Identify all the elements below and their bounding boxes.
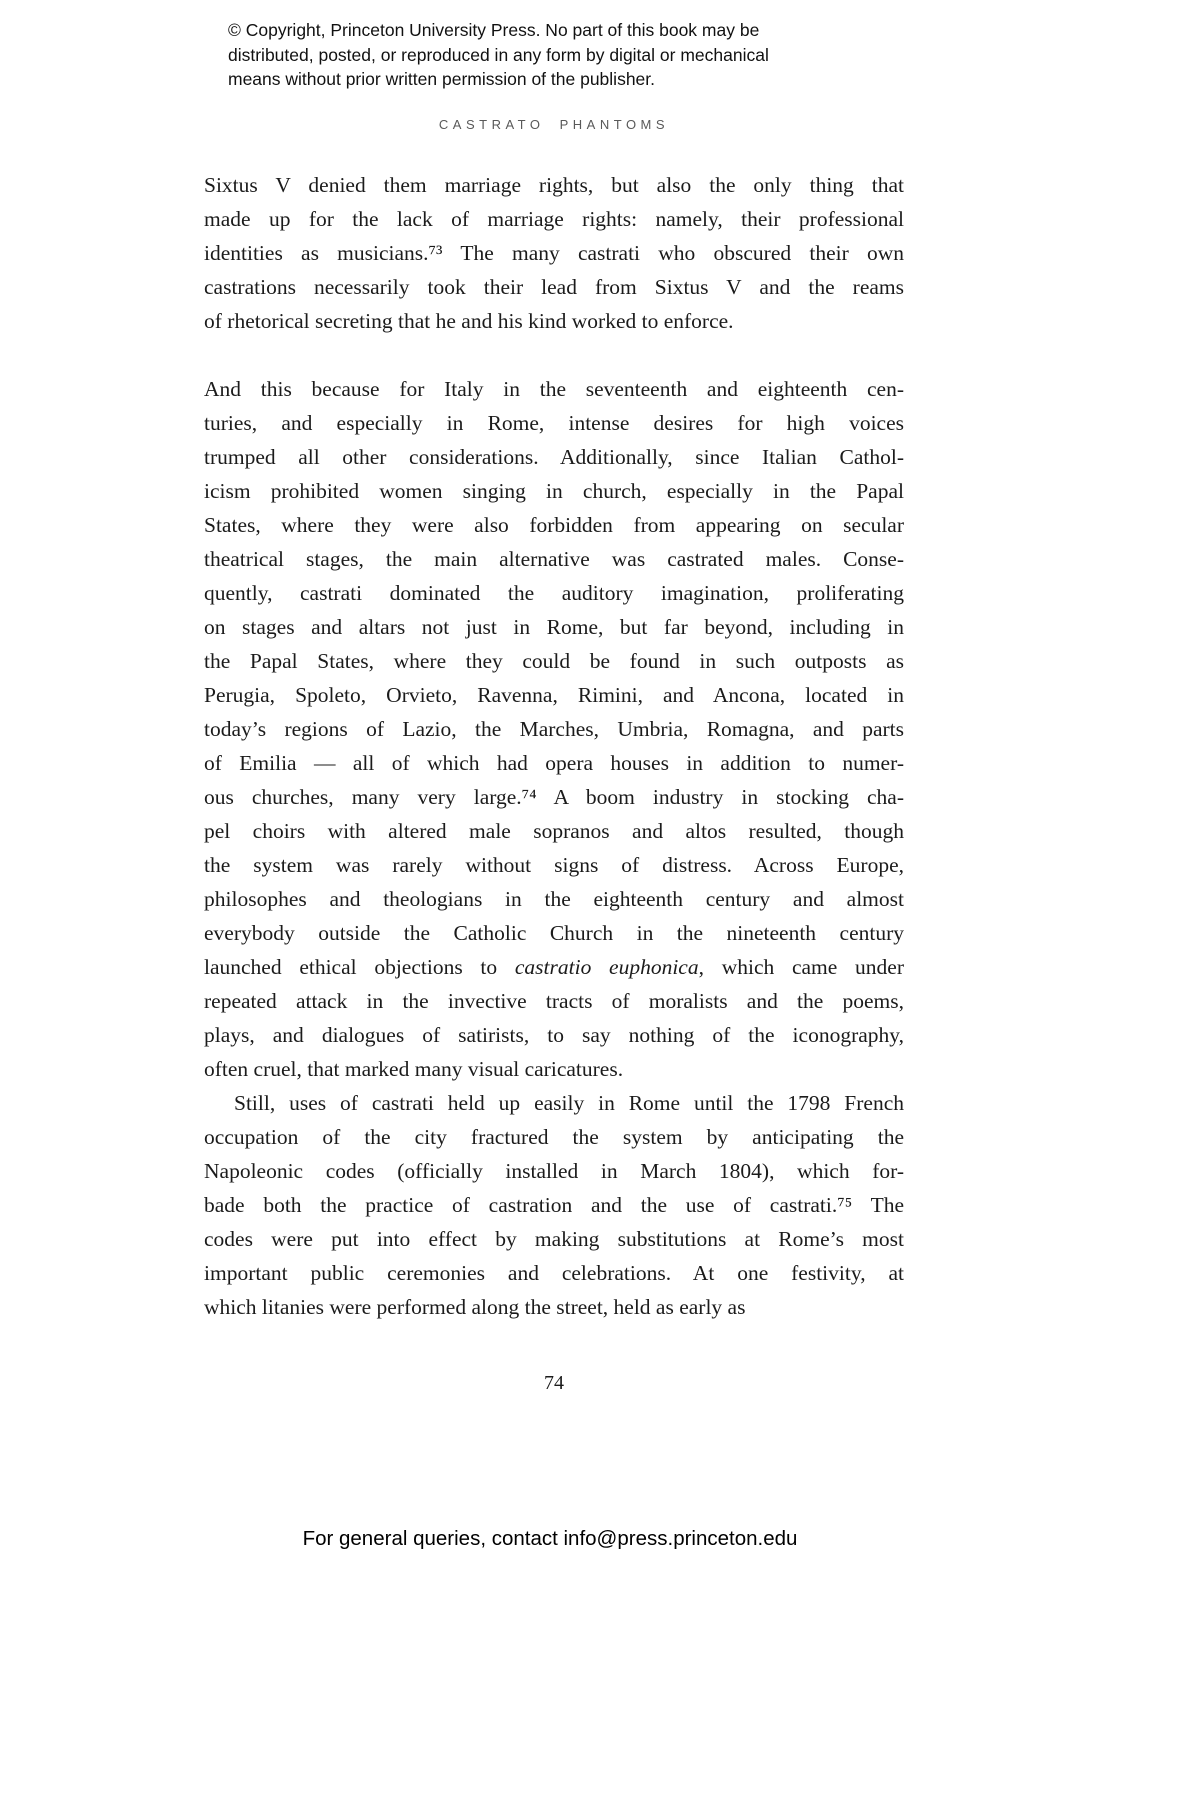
text-line: pel choirs with altered male sopranos and altos resulted, though xyxy=(204,819,904,843)
text-line: And this because for Italy in the seventeenth and eighteenth cen- xyxy=(204,377,904,401)
text-line: often cruel, that marked many visual caricatures. xyxy=(204,1057,624,1081)
text-line: plays, and dialogues of satirists, to say nothing of the iconography, xyxy=(204,1023,904,1047)
text-line: of Emilia — all of which had opera houses in addition to numer- xyxy=(204,751,904,775)
text-line: quently, castrati dominated the auditory imagination, proliferating xyxy=(204,581,904,605)
text-line: occupation of the city fractured the system by anticipating the xyxy=(204,1125,904,1149)
text-line: repeated attack in the invective tracts of moralists and the poems, xyxy=(204,989,904,1013)
copyright-line: distributed, posted, or reproduced in any form by digital or mechanical xyxy=(228,44,769,65)
text-line: icism prohibited women singing in church, especially in the Papal xyxy=(204,479,904,503)
text-line: on stages and altars not just in Rome, but far beyond, including in xyxy=(204,615,904,639)
text-line: made up for the lack of marriage rights: namely, their professional xyxy=(204,207,904,231)
text-line: States, where they were also forbidden from appearing on secular xyxy=(204,513,904,537)
text-line: theatrical stages, the main alternative was castrated males. Conse- xyxy=(204,547,904,571)
copyright-line: means without prior written permission of the publisher. xyxy=(228,69,656,89)
text-line: today’s regions of Lazio, the Marches, Umbria, Romagna, and parts xyxy=(204,717,904,741)
text-line: identities as musicians.⁷³ The many castrati who obscured their own xyxy=(204,241,904,265)
text-line: philosophes and theologians in the eighteenth century and almost xyxy=(204,887,904,911)
paragraph xyxy=(204,168,904,338)
running-head: CASTRATO PHANTOMS xyxy=(438,117,670,132)
copyright-line: © Copyright, Princeton University Press. No part of this book may be xyxy=(228,20,760,40)
text-line: Perugia, Spoleto, Orvieto, Ravenna, Rimini, and Ancona, located in xyxy=(204,683,904,707)
text-line: codes were put into effect by making substitutions at Rome’s most xyxy=(204,1227,904,1251)
text-line: Napoleonic codes (officially installed in March 1804), which for- xyxy=(204,1159,904,1183)
paragraph xyxy=(204,1086,904,1324)
copyright-notice xyxy=(228,18,769,92)
text-line: the Papal States, where they could be found in such outposts as xyxy=(204,649,904,673)
text-line: important public ceremonies and celebrations. At one festivity, at xyxy=(204,1261,904,1285)
text-line: Sixtus V denied them marriage rights, but also the only thing that xyxy=(204,173,904,197)
text-line: everybody outside the Catholic Church in the nineteenth century xyxy=(204,921,904,945)
text-line: the system was rarely without signs of distress. Across Europe, xyxy=(204,853,904,877)
paragraph xyxy=(204,372,904,1086)
text-line: which litanies were performed along the street, held as early as xyxy=(204,1295,746,1319)
text-line: launched ethical objections to castratio euphonica, which came under xyxy=(204,955,904,979)
page-number: 74 xyxy=(544,1372,564,1394)
footer-contact-text: For general queries, contact info@press.princeton.edu xyxy=(302,1527,798,1550)
text-line: turies, and especially in Rome, intense desires for high voices xyxy=(204,411,904,435)
text-line: of rhetorical secreting that he and his kind worked to enforce. xyxy=(204,309,734,333)
text-line: bade both the practice of castration and the use of castrati.⁷⁵ The xyxy=(204,1193,904,1217)
text-line: Still, uses of castrati held up easily in Rome until the 1798 French xyxy=(234,1091,904,1115)
text-line: castrations necessarily took their lead from Sixtus V and the reams xyxy=(204,275,904,299)
body-text xyxy=(204,168,904,1324)
text-line: ous churches, many very large.⁷⁴ A boom industry in stocking cha- xyxy=(204,785,904,809)
text-line: trumped all other considerations. Additionally, since Italian Cathol- xyxy=(204,445,904,469)
